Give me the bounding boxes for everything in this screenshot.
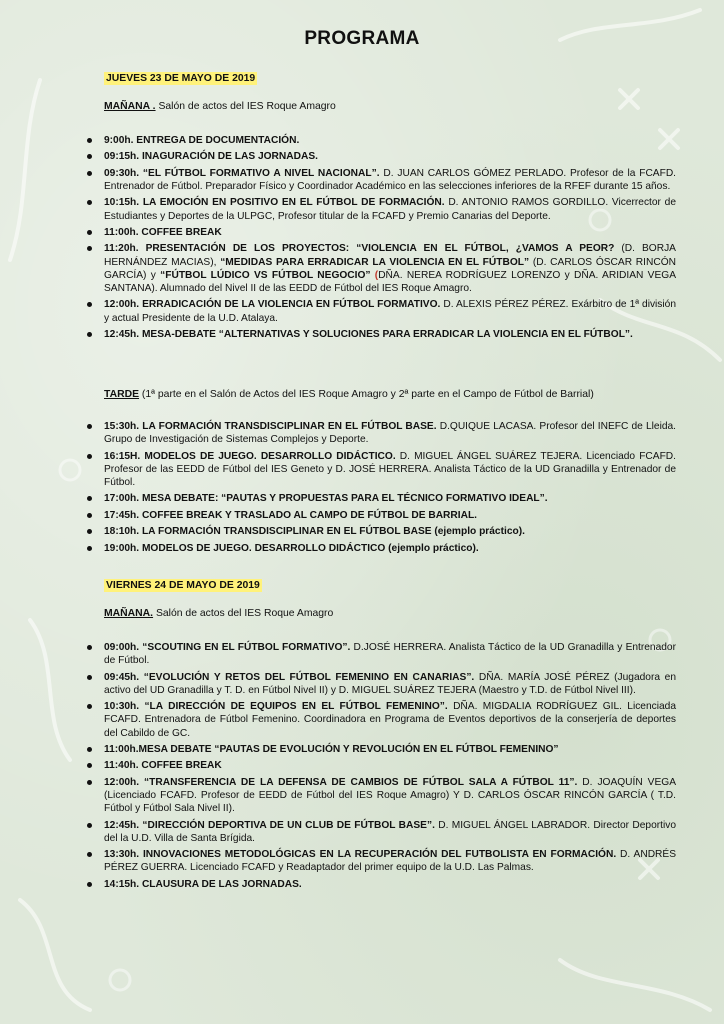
list-item: 19:00h. MODELOS DE JUEGO. DESARROLLO DIDÁCTICO (ejemplo práctico).: [86, 542, 676, 555]
list-item: 09:15h. INAGURACIÓN DE LAS JORNADAS.: [86, 150, 676, 163]
list-item: 12:00h. “TRANSFERENCIA DE LA DEFENSA DE CAMBIOS DE FÚTBOL SALA A FÚTBOL 11”. D. JOAQUÍN VEGA (Licenciado FCAFD. Profesor de EEDD de Fútbol del IES Roque Amagro) Y D. CARLOS ÓSCAR RINCÓN GARCÍA ( T.D. Fútbol y Fútbol Sala Nivel II).: [86, 776, 676, 816]
list-item: 10:30h. “LA DIRECCIÓN DE EQUIPOS EN EL FÚTBOL FEMENINO”. DÑA. MIGDALIA RODRÍGUEZ GIL. Licenciada FCAFD. Entrenadora de Fútbol Femenino. Coordinadora en Programa de Eventos deportivos de la conserjería de deportes del Cabildo de GC.: [86, 700, 676, 740]
list-item: 15:30h. LA FORMACIÓN TRANSDISCIPLINAR EN EL FÚTBOL BASE. D.QUIQUE LACASA. Profesor del INEFC de Lleida. Grupo de Investigación de Sistemas Complejos y Deporte.: [86, 420, 676, 446]
list-item: 11:00h. COFFEE BREAK: [86, 226, 676, 239]
list-item: 9:00h. ENTREGA DE DOCUMENTACIÓN.: [86, 134, 676, 147]
list-item: 12:00h. ERRADICACIÓN DE LA VIOLENCIA EN FÚTBOL FORMATIVO. D. ALEXIS PÉREZ PÉREZ. Exárbitro de 1ª división y actual Presidente de la U.D. Atalaya.: [86, 298, 676, 324]
list-item: 09:45h. “EVOLUCIÓN Y RETOS DEL FÚTBOL FEMENINO EN CANARIAS”. DÑA. MARÍA JOSÉ PÉREZ (Jugadora en activo del UD Granadilla y T. D. en Fútbol Nivel II) y D. MIGUEL SUÁREZ TEJERA (Maestro y T.D. de Fútbol Nivel III).: [86, 671, 676, 697]
list-item: 13:30h. INNOVACIONES METODOLÓGICAS EN LA RECUPERACIÓN DEL FUTBOLISTA EN FORMACIÓN. D. ANDRÉS PÉREZ GUERRA. Licenciado FCAFD y Readaptador del primer equipo de la U.D. Las Palmas.: [86, 848, 676, 874]
session-location: Salón de actos del IES Roque Amagro: [155, 101, 336, 112]
session-location: Salón de actos del IES Roque Amagro: [153, 608, 334, 619]
session-friday-morning: [104, 607, 333, 620]
list-item: 18:10h. LA FORMACIÓN TRANSDISCIPLINAR EN EL FÚTBOL BASE (ejemplo práctico).: [86, 525, 676, 538]
list-item: 17:00h. MESA DEBATE: “PAUTAS Y PROPUESTAS PARA EL TÉCNICO FORMATIVO IDEAL”.: [86, 492, 676, 505]
list-item: 11:00h.MESA DEBATE “PAUTAS DE EVOLUCIÓN Y REVOLUCIÓN EN EL FÚTBOL FEMENINO”: [86, 743, 676, 756]
list-item: 09:00h. “SCOUTING EN EL FÚTBOL FORMATIVO”. D.JOSÉ HERRERA. Analista Táctico de la UD Granadilla y Entrenador de Fútbol.: [86, 641, 676, 667]
list-item: 10:15h. LA EMOCIÓN EN POSITIVO EN EL FÚTBOL DE FORMACIÓN. D. ANTONIO RAMOS GORDILLO. Vicerrector de Estudiantes y Deportes de la ULPGC, Profesor titular de la FCAFD y Premio Canarias del Deporte.: [86, 196, 676, 222]
list-item: 16:15H. MODELOS DE JUEGO. DESARROLLO DIDÁCTICO. D. MIGUEL ÁNGEL SUÁREZ TEJERA. Licenciado FCAFD. Profesor de las EEDD de Fútbol del IES Geneto y D. JOSÉ HERRERA. Analista Táctico de la UD Granadilla y Entrenador de Fútbol.: [86, 450, 676, 490]
list-item: 12:45h. “DIRECCIÓN DEPORTIVA DE UN CLUB DE FÚTBOL BASE”. D. MIGUEL ÁNGEL LABRADOR. Director Deportivo del la U.D. Villa de Santa Brígida.: [86, 819, 676, 845]
list-item: 12:45h. MESA-DEBATE “ALTERNATIVAS Y SOLUCIONES PARA ERRADICAR LA VIOLENCIA EN EL FÚTBOL”.: [86, 328, 676, 341]
list-item: 11:20h. PRESENTACIÓN DE LOS PROYECTOS: “VIOLENCIA EN EL FÚTBOL, ¿VAMOS A PEOR? (D. BORJA HERNÁNDEZ MACIAS), “MEDIDAS PARA ERRADICAR LA VIOLENCIA EN EL FÚTBOL” (D. CARLOS ÓSCAR RINCÓN GARCÍA) y “FÚTBOL LÚDICO VS FÚTBOL NEGOCIO” (DÑA. NEREA RODRÍGUEZ LORENZO y DÑA. ARIDIAN VEGA SANTANA). Alumnado del Nivel II de las EEDD de Fútbol del IES Roque Amagro.: [86, 242, 676, 295]
friday-morning-list: [86, 641, 676, 894]
session-location: (1ª parte en el Salón de Actos del IES Roque Amagro y 2ª parte en el Campo de Fútbol de Barrial): [139, 389, 594, 400]
session-thursday-morning: [104, 100, 336, 113]
session-thursday-afternoon: [104, 388, 594, 401]
session-label: MAÑANA.: [104, 608, 154, 619]
day-heading-thursday: JUEVES 23 DE MAYO DE 2019: [106, 73, 256, 84]
session-label: MAÑANA .: [104, 101, 156, 112]
list-item: 17:45h. COFFEE BREAK Y TRASLADO AL CAMPO DE FÚTBOL DE BARRIAL.: [86, 509, 676, 522]
list-item: 09:30h. “EL FÚTBOL FORMATIVO A NIVEL NACIONAL”. D. JUAN CARLOS GÓMEZ PERLADO. Profesor de la FCAFD. Entrenador de Fútbol. Preparador Físico y Coordinador Académico en las selecciones inferiores de la RFEF durante 15 años.: [86, 167, 676, 193]
thursday-morning-list: [86, 134, 676, 344]
day-heading-friday: VIERNES 24 DE MAYO DE 2019: [106, 580, 260, 591]
page-title: PROGRAMA: [304, 28, 420, 49]
session-label: TARDE: [104, 389, 140, 400]
list-item: 14:15h. CLAUSURA DE LAS JORNADAS.: [86, 878, 676, 891]
list-item: 11:40h. COFFEE BREAK: [86, 759, 676, 772]
thursday-afternoon-list: [86, 420, 676, 558]
